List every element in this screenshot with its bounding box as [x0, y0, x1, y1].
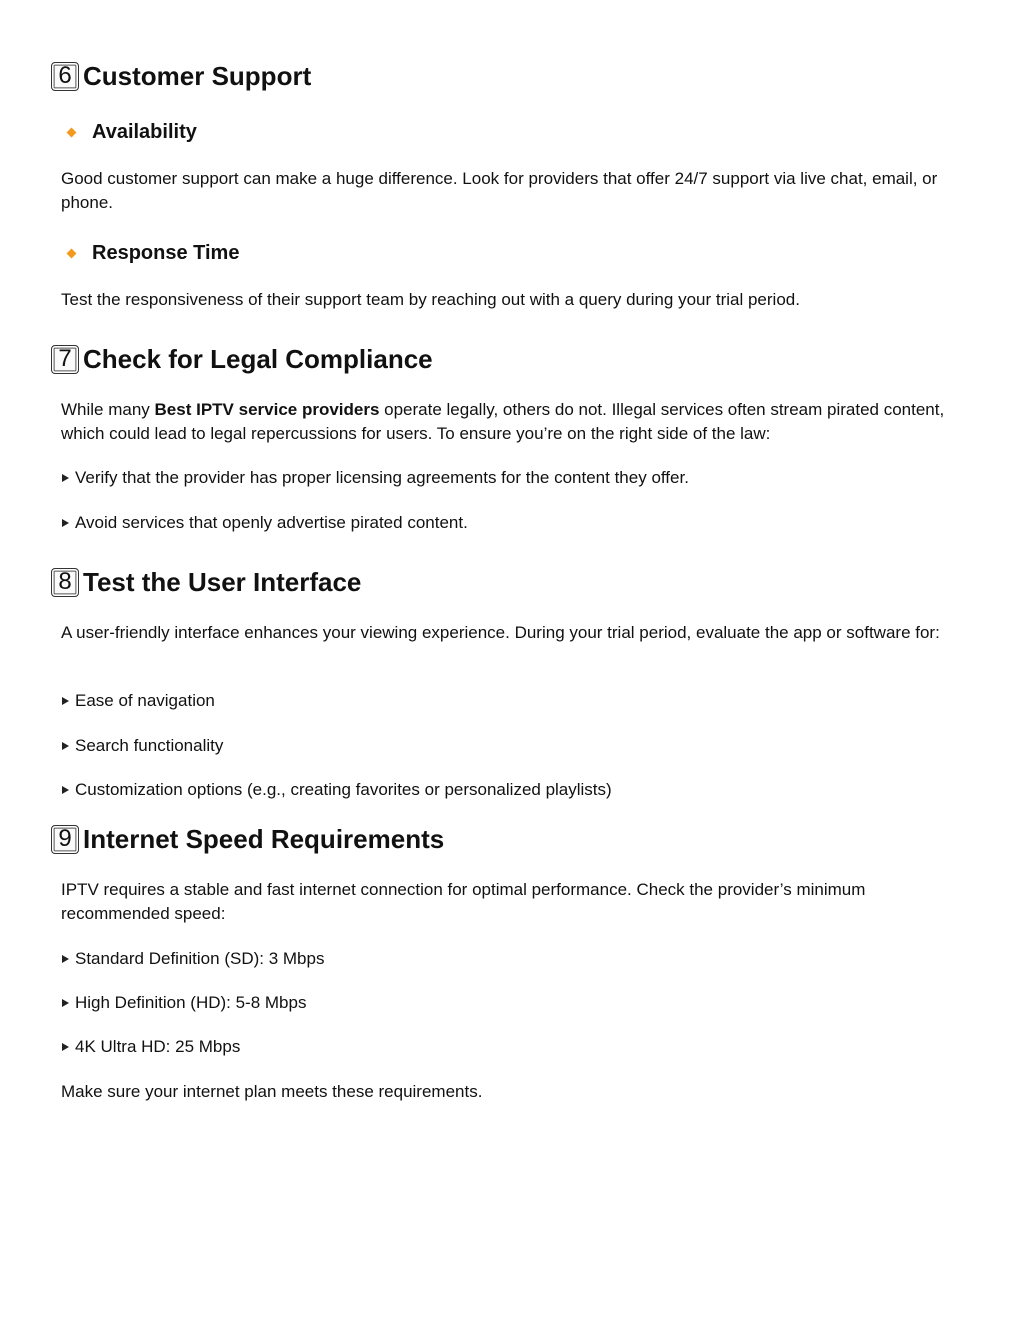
orange-diamond-icon — [67, 127, 77, 137]
number-badge-icon: 9 — [51, 825, 79, 854]
orange-diamond-icon — [67, 248, 77, 258]
list-item — [61, 778, 961, 802]
list-item-text: Avoid services that openly advertise pirated content. — [75, 513, 468, 532]
intro-text: operate legally, others do not. Illegal services often stream pirated content, which could lead to legal repercussions for users. To ensure you’re on the right side of the law: — [61, 400, 945, 443]
intro-text: While many — [61, 400, 155, 419]
triangle-right-icon — [62, 474, 69, 482]
subsection-heading-response-time — [68, 240, 239, 266]
list-item-text: High Definition (HD): 5-8 Mbps — [75, 993, 307, 1012]
list-item-text: Customization options (e.g., creating favorites or personalized playlists) — [75, 780, 612, 799]
list-item — [61, 511, 961, 535]
list-item — [61, 991, 961, 1015]
subsection-heading-availability — [68, 119, 197, 145]
paragraph-legal-intro — [61, 398, 961, 446]
section-title: Check for Legal Compliance — [83, 343, 433, 374]
paragraph-ui-intro: A user-friendly interface enhances your viewing experience. During your trial period, evaluate the app or software for: — [61, 623, 940, 642]
triangle-right-icon — [62, 697, 69, 705]
paragraph-speed-outro: Make sure your internet plan meets these requirements. — [61, 1082, 483, 1101]
triangle-right-icon — [62, 955, 69, 963]
list-item — [61, 734, 961, 758]
list-item-text: Verify that the provider has proper licensing agreements for the content they offer. — [75, 468, 689, 487]
section-heading-user-interface — [51, 565, 361, 599]
subsection-title: Response Time — [92, 241, 240, 264]
list-item-text: Standard Definition (SD): 3 Mbps — [75, 949, 325, 968]
list-item-text: Search functionality — [75, 736, 224, 755]
triangle-right-icon — [62, 786, 69, 794]
list-item — [61, 1035, 961, 1059]
list-item-text: 4K Ultra HD: 25 Mbps — [75, 1037, 241, 1056]
triangle-right-icon — [62, 1043, 69, 1051]
section-title: Internet Speed Requirements — [83, 823, 445, 854]
subsection-title: Availability — [92, 120, 197, 143]
number-badge-icon: 7 — [51, 345, 79, 374]
paragraph-speed-intro: IPTV requires a stable and fast internet connection for optimal performance. Check the provider’s minimum recommended speed: — [61, 880, 866, 923]
triangle-right-icon — [62, 999, 69, 1007]
section-title: Test the User Interface — [83, 566, 362, 597]
paragraph-availability: Good customer support can make a huge difference. Look for providers that offer 24/7 support via live chat, email, or phone. — [61, 169, 938, 212]
list-item-text: Ease of navigation — [75, 691, 215, 710]
triangle-right-icon — [62, 742, 69, 750]
list-item — [61, 466, 961, 490]
number-badge-icon: 8 — [51, 568, 79, 597]
list-item — [61, 689, 961, 713]
section-heading-legal-compliance — [51, 342, 433, 376]
number-badge-icon: 6 — [51, 62, 79, 91]
section-heading-internet-speed — [51, 822, 444, 856]
paragraph-response-time: Test the responsiveness of their support team by reaching out with a query during your trial period. — [61, 290, 800, 309]
section-heading-customer-support — [51, 59, 311, 93]
list-item — [61, 947, 961, 971]
bold-phrase: Best IPTV service providers — [154, 400, 380, 419]
section-title: Customer Support — [83, 60, 312, 91]
triangle-right-icon — [62, 519, 69, 527]
